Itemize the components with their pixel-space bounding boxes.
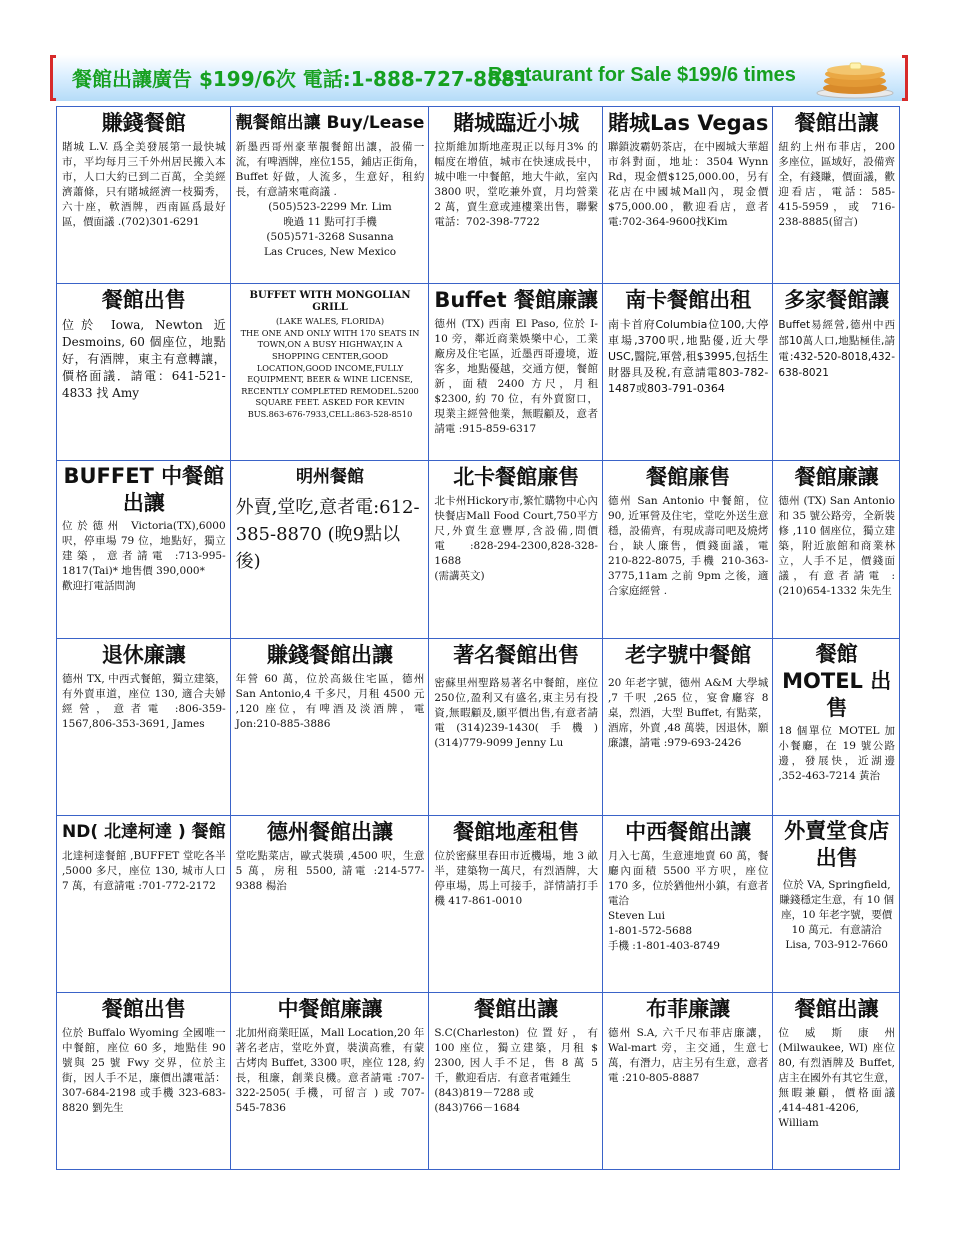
- ad-body: 年營 60 萬，位於高級住宅區，德州 San Antonio,4 千多尺，月租 4500 元 ,120 座位，有啤酒及淡酒牌，電 Jon:210-885-3886: [235, 672, 425, 730]
- ad-cell: [429, 639, 603, 816]
- ad-title: 餐館廉讓: [794, 465, 879, 490]
- ad-title: Buffet 餐館廉讓: [434, 288, 598, 313]
- ad-body: 德州 TX, 中西式餐館，獨立建築，有外賣車道，座位 130, 適合夫婦經營，意者電 :806-359-1567,806-353-3691, James: [62, 672, 226, 730]
- ad-body: 外賣,堂吃,意者電:612-385-8870 (晚9點以後): [235, 497, 420, 573]
- ad-title: 德州餐館出讓: [267, 819, 394, 844]
- ad-body: 北達柯達餐館 ,BUFFET 堂吃各半 ,5000 多尺，座位 130, 城市人口 7 萬，有意請電 :701-772-2172: [62, 849, 226, 892]
- ad-title: 餐館出售: [101, 288, 186, 313]
- ad-cell: [773, 284, 900, 461]
- ad-cell: [603, 993, 773, 1170]
- ad-cell: [773, 461, 900, 638]
- ad-cell: [429, 816, 603, 993]
- ad-body: 拉斯維加斯地產現正以每月3% 的幅度在增值，城市在快速成長中，城中唯一中餐館，地大牛畝，室內 3800 呎，堂吃兼外賣，月均營業 2 萬，賣生意或連樓業出售，聯繫電話：702-398-7722: [434, 141, 598, 228]
- ad-title: 退休廉讓: [101, 642, 186, 667]
- ad-body: S.C(Charleston) 位置好，有 100 座位，獨立建築，月租 $ 2300, 因人手不足，售 8 萬 5 千，歡迎看店．有意者電鍾生 (843)819－7288 或 (843)766－1684: [434, 1026, 598, 1114]
- ad-title: 餐館廉售: [646, 465, 731, 490]
- ad-cell: [773, 993, 900, 1170]
- ad-body: 密蘇里州聖路易著名中餐館，座位250位,盈利又有盛名,東主另有投資,無暇顧及,願平價出售,有意者請電(314)239-1430(手機)(314)779-9099 Jenny Lu: [434, 676, 598, 749]
- ad-body: 20 年老字號，德州 A&M 大學城 ,7 千呎 ,265 位，宴會廳容 8 桌，烈酒，大型 Buffet, 有點菜，酒席，外賣 ,48 萬裝，因退休，願廉讓，請電 :979-693-2426: [607, 676, 769, 749]
- ad-cell: [231, 816, 430, 993]
- ad-title: 賭城Las Vegas: [607, 111, 769, 135]
- ad-cell: [773, 639, 900, 816]
- ad-body: 德州 (TX) 西南 El Paso, 位於 I-10 旁，鄰近商業娛樂中心，工業廠房及住宅區，近墨西哥邊境，遊客多，地點優越，交通方便，餐館新，面積 2400 方尺，月租 $2300, 約 70 位，有外賣窗口，現業主經營他業，無暇顧及，意者請電 :915-859-6317: [434, 318, 598, 436]
- ad-cell: [429, 284, 603, 461]
- ad-cell: [231, 284, 430, 461]
- ad-cell: [603, 461, 773, 638]
- ad-cell: [231, 993, 430, 1170]
- ad-cell: [231, 107, 430, 284]
- ad-body: (LAKE WALES, FLORIDA) THE ONE AND ONLY WITH 170 SEATS IN TOWN,ON A BUSY HIGHWAY,IN A SHOPPING CENTER,GOOD LOCATION,GOOD INCOME,FULLY EQUIPMENT, BEER & WINE LICENSE, RECENTLY COMPLETED REMODEL.5200 SQUARE FEET. ASKED FOR KEVIN BUS.863-676-7933,CELL:863-528-8510: [240, 316, 420, 419]
- ad-cell: [57, 107, 231, 284]
- ad-body: 位於密蘇里春田市近機場，地 3 畝半，建築物一萬尺，有烈酒牌，大停車場，馬上可接手，詳情請打手機 417-861-0010: [434, 849, 598, 907]
- ad-body: 位於 Buffalo Wyoming 全國唯一中餐館，座位 60 多，地點佳 90 號與 25 號 Fwy 交界，位於主街，因人手不足，廉價出讓電話：307-684-2198 或手機 323-683-8820 劉先生: [62, 1026, 226, 1114]
- ad-cell: [773, 816, 900, 993]
- ad-title: 餐館出讓: [794, 111, 879, 135]
- ad-body: 位於 VA, Springfield, 賺錢穩定生意，有 10 個座，10 年老字號，要價 10 萬元．有意請洽 Lisa, 703-912-7660: [779, 878, 894, 951]
- ad-cell: [57, 816, 231, 993]
- ad-title: 南卡餐館出租: [625, 288, 752, 313]
- ad-title: 明州餐館: [296, 467, 365, 488]
- ad-cell: [57, 993, 231, 1170]
- ad-body: 聯鎖波霸奶茶店，在中國城大華超市斜對面，地址：3504 Wynn Rd，現金價$125,000.00，另有花店在中國城Mall內，現金價$75,000.00，歡迎看店，意者電:702-364-9600找Kim: [607, 141, 769, 228]
- ads-grid: [56, 106, 900, 1170]
- ad-body: 位於 Iowa, Newton 近 Desmoins, 60 個座位，地點好，有酒牌，東主有意轉讓，價格面議．請電：641-521-4833 找 Amy: [62, 318, 226, 401]
- ad-cell: [429, 107, 603, 284]
- ad-body: 賭城 L.V. 爲全美發展第一最快城市，平均每月三千外州居民搬入本市，人口大約已到二百萬，全美經濟蕭條，只有賭城經濟一枝獨秀，六十座，軟酒牌，西南區爲最好區，價面議 .(702)301-6291: [62, 141, 226, 228]
- ad-body: 月入七萬，生意連地賣 60 萬，餐廳內面積 5500 平方呎，座位 170 多，位於猶他州小鎮，有意者電洽 Steven Lui 1-801-572-5688 手機 :1-801-403-8749: [607, 849, 769, 952]
- ad-title: 多家餐館讓: [784, 288, 890, 313]
- pancake-stack-icon: [814, 57, 896, 99]
- ad-title: 靚餐館出讓 Buy/Lease: [235, 113, 425, 133]
- banner-right-bracket: [902, 55, 908, 101]
- ad-body: 紐約上州布菲店，200 多座位，區域好，設備齊全，有錢賺，價面議，歡迎看店，電話：585-415-5959，或 716-238-8885(留言): [778, 141, 895, 228]
- ad-body: 北加州商業旺區，Mall Location,20 年著名老店，堂吃外賣，裝潢高雅，有蒙古烤肉 Buffet, 3300 呎，座位 128, 約長，租廉，創業良機。意者請電 :707-322-2505( 手機，可留言 ) 或 707-545-7836: [235, 1026, 425, 1114]
- banner-chinese-text: 餐館出讓廣告 $199/6次 電話:1-888-727-8881: [72, 67, 529, 91]
- ad-title: 餐館地產租售: [453, 819, 580, 844]
- ad-body: 德州 San Antonio 中餐館，位90, 近軍營及住宅，堂吃外送生意穩，設備齊，有現成壽司吧及燒烤台，缺人廉售，價錢面議，電 210-822-8075, 手機 210-363-3775,11am 之前 9pm 之後，適合家庭經營 .: [607, 495, 769, 598]
- ad-body: 堂吃點菜店，歐式裝璜 ,4500 呎，生意 5 萬，房租 5500, 請電 :214-577-9388 楊治: [235, 849, 425, 892]
- ad-body: 南卡首府Columbia位100,大停車場,3700呎,地點優,近大學USC,醫院,軍營,租$3995,包括生財器具及稅,有意請電803-782-1487或803-791-0364: [607, 318, 769, 396]
- ad-title: 賭城臨近小城: [453, 111, 580, 135]
- ad-title: 北卡餐館廉售: [453, 465, 580, 490]
- ad-title: 餐館 MOTEL 出 售: [782, 641, 892, 720]
- ad-title: 外賣堂食店 出售: [784, 818, 890, 870]
- ad-title: 著名餐館出售: [453, 642, 580, 667]
- banner-english-text: Restaurant for Sale $199/6 times: [488, 64, 796, 86]
- ad-body: 北卡州Hickory市,繁忙購物中心內快餐店Mall Food Court,750平方尺,外賣生意豐厚,含設備,問價電:828-294-2300,828-328-1688 (需講英文): [434, 495, 598, 583]
- ad-contact: (505)523-2299 Mr. Lim 晚過 11 點可打手機 (505)571-3268 Susanna Las Cruces, New Mexico: [263, 201, 397, 258]
- ad-body: 位於德州 Victoria(TX),6000 呎，停車場 79 位，地點好，獨立建築，意者請電 :713-995-1817(Tai)* 地售價 390,000* 歡迎打電話問詢: [62, 520, 226, 593]
- ad-title: ND( 北達柯達 ) 餐館: [62, 821, 226, 842]
- ad-cell: [57, 461, 231, 638]
- ad-cell: [57, 284, 231, 461]
- ad-title: 賺錢餐館: [101, 111, 186, 135]
- ad-title: 餐館出讓: [474, 996, 559, 1021]
- ad-title: 老字號中餐館: [625, 642, 752, 667]
- banner-left-bracket: [50, 55, 56, 101]
- ad-title: 布菲廉讓: [646, 996, 731, 1021]
- ad-title: 中西餐館出讓: [625, 819, 752, 844]
- ad-body: 位威斯康州 (Milwaukee, WI) 座位 80, 有烈酒牌及 Buffet, 店主在國外有其它生意，無暇兼顧，價格面議 ,414-481-4206, William: [778, 1026, 895, 1129]
- ad-cell: [231, 639, 430, 816]
- ad-cell: [57, 639, 231, 816]
- ad-cell: [603, 816, 773, 993]
- ad-cell: [429, 993, 603, 1170]
- ad-body: 新墨西哥州豪華靚餐館出讓，設備一流，有啤酒牌，座位155，鋪店正街角，Buffet 好做，人流多，生意好，租約長，有意請來電商議 .: [235, 141, 425, 198]
- ad-title: BUFFET WITH MONGOLIAN GRILL: [249, 290, 411, 314]
- ad-cell: [231, 461, 430, 638]
- ad-cell: [773, 107, 900, 284]
- ad-title: 賺錢餐館出讓: [267, 642, 394, 667]
- ad-body: 德州 S.A, 六千尺布菲店廉讓，Wal-mart 旁，主交通，生意七萬，有潛力，店主另有生意，意者電 :210-805-8887: [607, 1026, 769, 1084]
- ad-body: 德州 (TX) San Antonio 和 35 號公路旁，全新裝修 ,110 個座位，獨立建築，附近旅館和商業林立，人手不足，價錢面議，有意者請電 :(210)654-1332 朱先生: [778, 495, 895, 598]
- ad-title: 餐館出讓: [794, 996, 879, 1021]
- ad-title: 餐館出售: [101, 996, 186, 1021]
- header-banner: [50, 55, 908, 101]
- ad-title: 中餐館廉讓: [277, 996, 383, 1021]
- ad-body: 18 個單位 MOTEL 加小餐廳，在 19 號公路邊，發展快，近湖邊 ,352-463-7214 黃治: [778, 724, 895, 782]
- ad-cell: [429, 461, 603, 638]
- ad-cell: [603, 107, 773, 284]
- ad-body: Buffet易經營,德州中西部10萬人口,地點極佳,請電:432-520-8018,432-638-8021: [778, 319, 895, 380]
- ad-cell: [603, 284, 773, 461]
- ad-title: BUFFET 中餐館出讓: [63, 464, 225, 516]
- ad-cell: [603, 639, 773, 816]
